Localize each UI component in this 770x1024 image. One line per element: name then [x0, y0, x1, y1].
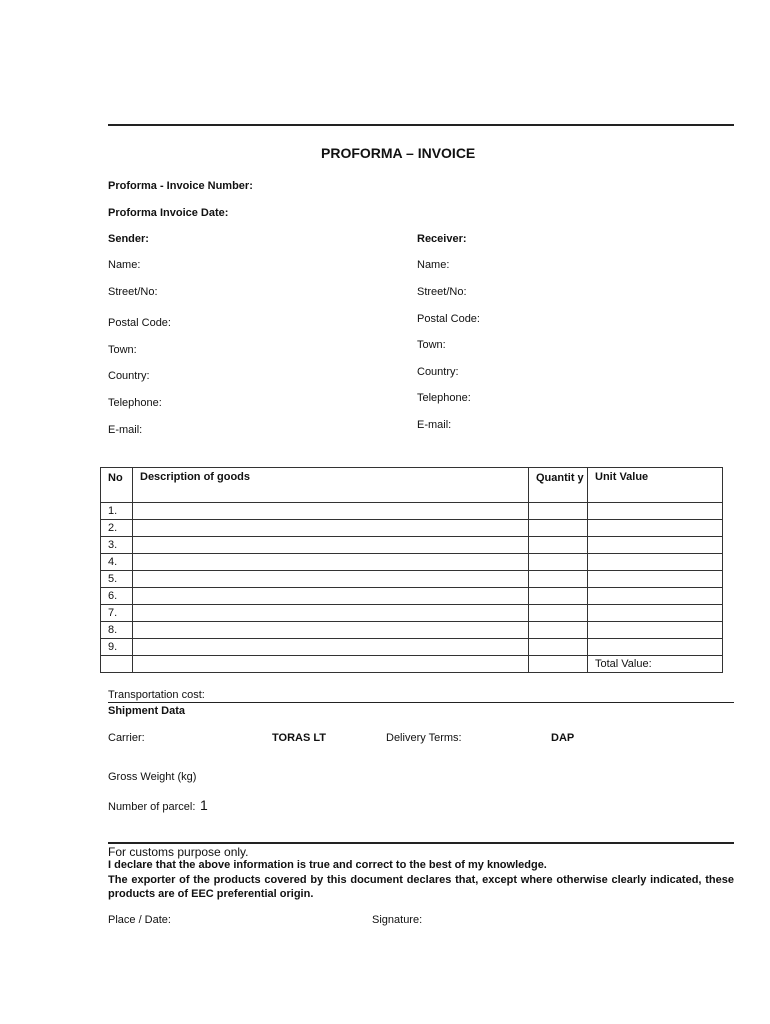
- signature-label: Signature:: [372, 914, 423, 926]
- receiver-country-label: Country:: [417, 366, 459, 378]
- row-number: 4.: [101, 554, 133, 571]
- declaration-line-1: I declare that the above information is true and correct to the best of my knowledge.: [108, 859, 547, 871]
- unit-value-cell[interactable]: [588, 622, 723, 639]
- description-cell[interactable]: [133, 639, 529, 656]
- table-row: [101, 520, 723, 537]
- sender-telephone-label: Telephone:: [108, 397, 162, 409]
- receiver-email-label: E-mail:: [417, 419, 452, 431]
- description-cell[interactable]: [133, 554, 529, 571]
- sender-email-label: E-mail:: [108, 424, 143, 436]
- header-no: No: [101, 468, 133, 503]
- row-number: 6.: [101, 588, 133, 605]
- table-header-row: [101, 468, 723, 503]
- table-row: [101, 537, 723, 554]
- invoice-date-label: Proforma Invoice Date:: [108, 207, 229, 219]
- quantity-cell[interactable]: [529, 639, 588, 656]
- header-unit-value: Unit Value: [588, 468, 723, 503]
- shipment-divider: [108, 702, 734, 703]
- row-number: 7.: [101, 605, 133, 622]
- quantity-cell[interactable]: [529, 571, 588, 588]
- receiver-name-label: Name:: [417, 259, 450, 271]
- total-quantity-cell: [529, 656, 588, 673]
- quantity-cell[interactable]: [529, 622, 588, 639]
- carrier-label: Carrier:: [108, 732, 145, 744]
- description-cell[interactable]: [133, 588, 529, 605]
- shipment-heading: Shipment Data: [108, 705, 186, 717]
- total-description-cell: [133, 656, 529, 673]
- quantity-cell[interactable]: [529, 605, 588, 622]
- total-row: [101, 656, 723, 673]
- row-number: 3.: [101, 537, 133, 554]
- transport-cost-label: Transportation cost:: [108, 689, 205, 701]
- unit-value-cell[interactable]: [588, 554, 723, 571]
- total-value-label[interactable]: Total Value:: [588, 656, 723, 673]
- invoice-number-label: Proforma - Invoice Number:: [108, 180, 253, 192]
- description-cell[interactable]: [133, 622, 529, 639]
- quantity-cell[interactable]: [529, 520, 588, 537]
- row-number: 2.: [101, 520, 133, 537]
- description-cell[interactable]: [133, 571, 529, 588]
- unit-value-cell[interactable]: [588, 520, 723, 537]
- table-row: [101, 588, 723, 605]
- table-row: [101, 622, 723, 639]
- table-row: [101, 503, 723, 520]
- unit-value-cell[interactable]: [588, 605, 723, 622]
- row-number: 8.: [101, 622, 133, 639]
- unit-value-cell[interactable]: [588, 571, 723, 588]
- description-cell[interactable]: [133, 537, 529, 554]
- customs-divider: [108, 842, 734, 844]
- top-divider: [108, 124, 734, 126]
- quantity-cell[interactable]: [529, 503, 588, 520]
- sender-postal-label: Postal Code:: [108, 317, 171, 329]
- page-title: PROFORMA – INVOICE: [321, 145, 476, 161]
- quantity-cell[interactable]: [529, 554, 588, 571]
- gross-weight-label: Gross Weight (kg): [108, 771, 197, 783]
- receiver-telephone-label: Telephone:: [417, 392, 471, 404]
- delivery-terms-value: DAP: [551, 732, 575, 744]
- table-row: [101, 571, 723, 588]
- sender-heading: Sender:: [108, 233, 149, 245]
- parcel-value: 1: [200, 797, 208, 813]
- table-row: [101, 605, 723, 622]
- quantity-cell[interactable]: [529, 537, 588, 554]
- table-row: [101, 639, 723, 656]
- description-cell[interactable]: [133, 503, 529, 520]
- row-number: 9.: [101, 639, 133, 656]
- receiver-town-label: Town:: [417, 339, 446, 351]
- goods-table: [100, 467, 723, 673]
- total-no-cell: [101, 656, 133, 673]
- receiver-street-label: Street/No:: [417, 286, 467, 298]
- unit-value-cell[interactable]: [588, 639, 723, 656]
- sender-town-label: Town:: [108, 344, 137, 356]
- place-date-label: Place / Date:: [108, 914, 171, 926]
- sender-country-label: Country:: [108, 370, 150, 382]
- receiver-postal-label: Postal Code:: [417, 313, 480, 325]
- unit-value-cell[interactable]: [588, 503, 723, 520]
- declaration-line-2: The exporter of the products covered by this document declares that, except where otherwise clearly indicated, these products are of EEC preferential origin.: [108, 874, 734, 900]
- sender-street-label: Street/No:: [108, 286, 158, 298]
- unit-value-cell[interactable]: [588, 588, 723, 605]
- header-quantity: Quantit y: [529, 468, 588, 503]
- description-cell[interactable]: [133, 520, 529, 537]
- delivery-terms-label: Delivery Terms:: [386, 732, 462, 744]
- sender-name-label: Name:: [108, 259, 141, 271]
- receiver-heading: Receiver:: [417, 233, 467, 245]
- unit-value-cell[interactable]: [588, 537, 723, 554]
- customs-heading: For customs purpose only.: [108, 845, 249, 859]
- carrier-value: TORAS LT: [272, 732, 326, 744]
- parcel-label: Number of parcel:: [108, 801, 196, 813]
- quantity-cell[interactable]: [529, 588, 588, 605]
- row-number: 5.: [101, 571, 133, 588]
- description-cell[interactable]: [133, 605, 529, 622]
- table-row: [101, 554, 723, 571]
- row-number: 1.: [101, 503, 133, 520]
- header-description: Description of goods: [133, 468, 529, 503]
